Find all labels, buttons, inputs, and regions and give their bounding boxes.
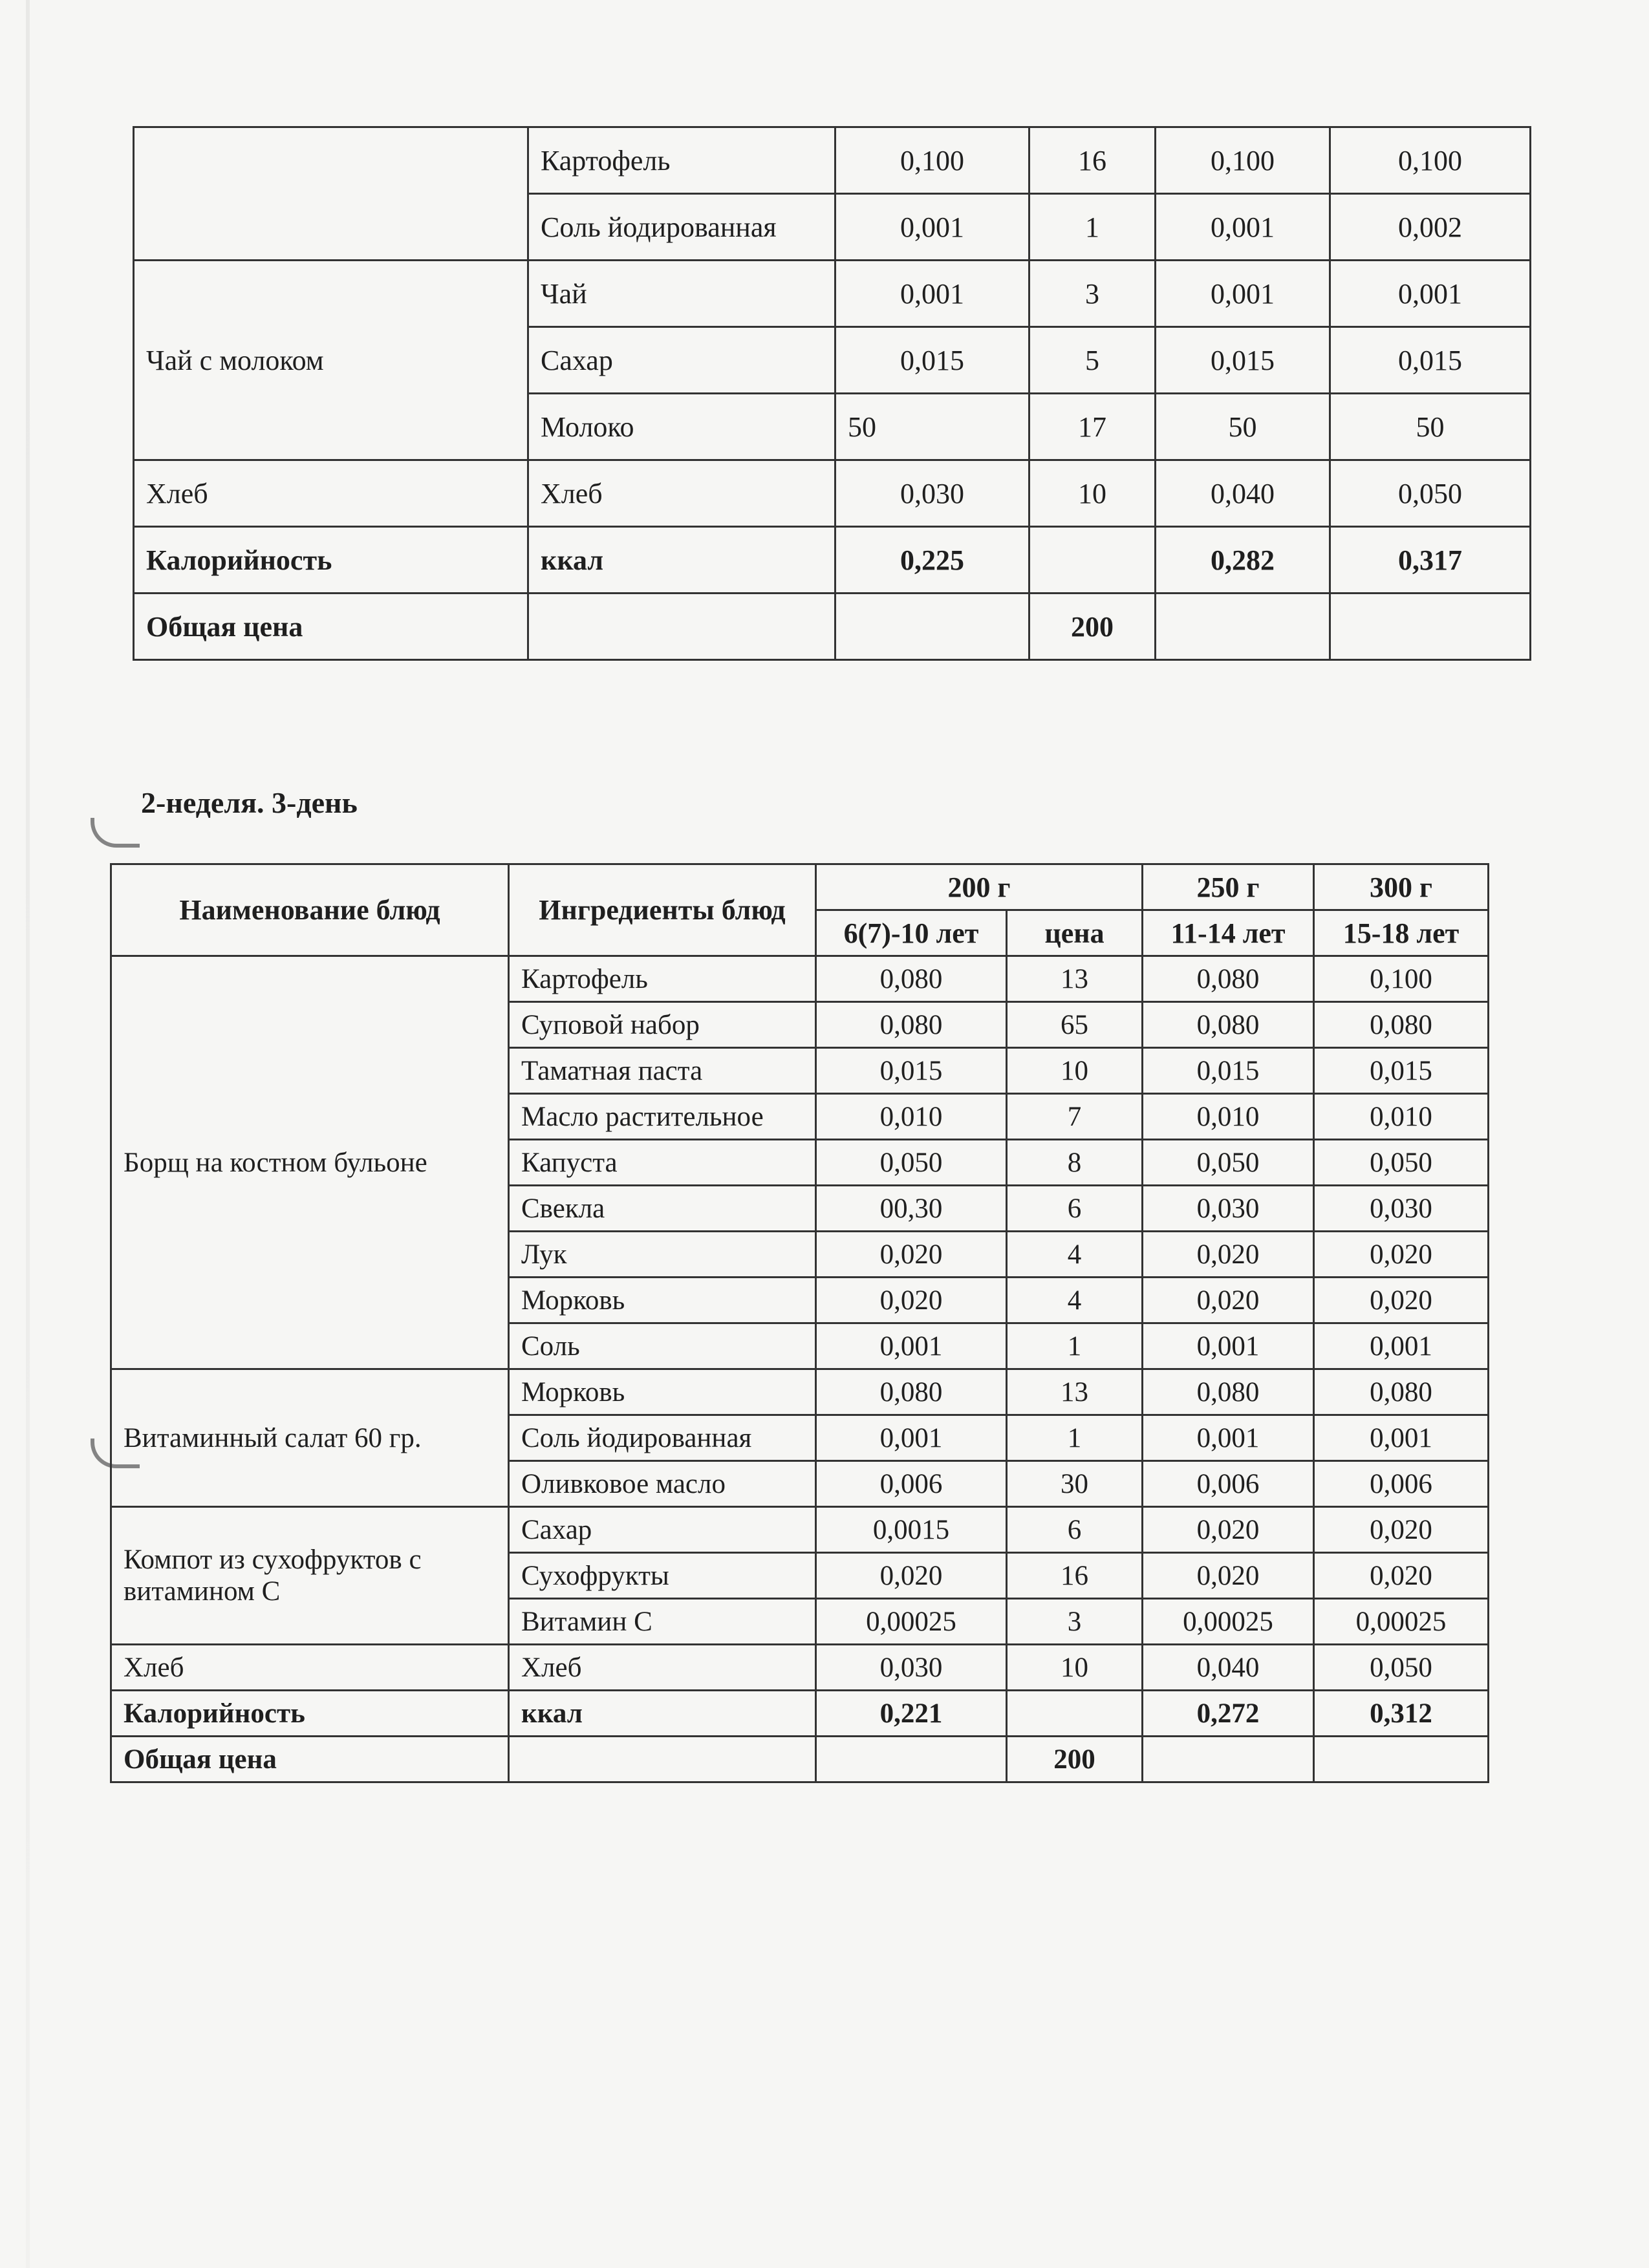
- price-cell: 17: [1029, 394, 1156, 460]
- calorie-value: 0,282: [1156, 527, 1330, 594]
- calorie-value: 0,225: [835, 527, 1029, 594]
- header-age-15-18: 15-18 лет: [1314, 910, 1489, 956]
- empty-cell: [835, 594, 1029, 660]
- weight-cell: 0,001: [835, 194, 1029, 261]
- header-row: [111, 864, 1489, 910]
- ingredient-cell: Таматная паста: [509, 1048, 816, 1094]
- dish-cell: Хлеб: [111, 1645, 509, 1691]
- weight-cell: 0,040: [1143, 1645, 1314, 1691]
- weight-cell: 0,020: [816, 1278, 1007, 1323]
- ingredient-cell: Морковь: [509, 1278, 816, 1323]
- ingredient-cell: Картофель: [509, 956, 816, 1002]
- menu-table-continued: [133, 126, 1531, 661]
- table-row: [134, 460, 1531, 527]
- weight-cell: 0,010: [1143, 1094, 1314, 1140]
- empty-cell: [1143, 1737, 1314, 1782]
- price-cell: 5: [1029, 327, 1156, 394]
- weight-cell: 50: [1156, 394, 1330, 460]
- weight-cell: 0,001: [816, 1323, 1007, 1369]
- price-cell: 13: [1007, 956, 1143, 1002]
- empty-cell: [1330, 594, 1531, 660]
- ingredient-cell: Сахар: [509, 1507, 816, 1553]
- price-cell: 6: [1007, 1186, 1143, 1232]
- calorie-row: [111, 1691, 1489, 1737]
- price-cell: 3: [1007, 1599, 1143, 1645]
- total-price: 200: [1007, 1737, 1143, 1782]
- weight-cell: 0,001: [1156, 194, 1330, 261]
- weight-cell: 0,015: [1143, 1048, 1314, 1094]
- weight-cell: 0,080: [1314, 1369, 1489, 1415]
- weight-cell: 50: [835, 394, 1029, 460]
- weight-cell: 0,030: [1314, 1186, 1489, 1232]
- price-cell: 16: [1029, 127, 1156, 194]
- weight-cell: 0,020: [1143, 1507, 1314, 1553]
- price-cell: 6: [1007, 1507, 1143, 1553]
- ingredient-cell: Соль йодированная: [509, 1415, 816, 1461]
- price-cell: 10: [1029, 460, 1156, 527]
- weight-cell: 0,080: [1143, 956, 1314, 1002]
- weight-cell: 0,006: [1143, 1461, 1314, 1507]
- weight-cell: 0,015: [835, 327, 1029, 394]
- price-cell: 3: [1029, 261, 1156, 327]
- weight-cell: 50: [1330, 394, 1531, 460]
- dish-cell: Компот из сухофруктов с витамином С: [111, 1507, 509, 1645]
- weight-cell: 0,015: [1156, 327, 1330, 394]
- total-row: [134, 594, 1531, 660]
- ingredient-cell: Молоко: [528, 394, 835, 460]
- ingredient-cell: Соль: [509, 1323, 816, 1369]
- empty-cell: [1314, 1737, 1489, 1782]
- ingredient-cell: Витамин С: [509, 1599, 816, 1645]
- ingredient-cell: Сухофрукты: [509, 1553, 816, 1599]
- ingredient-cell: Суповой набор: [509, 1002, 816, 1048]
- total-label: Общая цена: [111, 1737, 509, 1782]
- page-edge-shadow: [26, 0, 30, 2268]
- weight-cell: 0,080: [816, 956, 1007, 1002]
- weight-cell: 0,002: [1330, 194, 1531, 261]
- ingredient-cell: Оливковое масло: [509, 1461, 816, 1507]
- weight-cell: 0,020: [1314, 1507, 1489, 1553]
- weight-cell: 0,080: [1143, 1369, 1314, 1415]
- calorie-label: Калорийность: [111, 1691, 509, 1737]
- price-cell: 65: [1007, 1002, 1143, 1048]
- weight-cell: 0,050: [816, 1140, 1007, 1186]
- empty-cell: [1007, 1691, 1143, 1737]
- weight-cell: 0,020: [1314, 1278, 1489, 1323]
- weight-cell: 0,0015: [816, 1507, 1007, 1553]
- weight-cell: 0,020: [816, 1553, 1007, 1599]
- weight-cell: 0,00025: [1314, 1599, 1489, 1645]
- ingredient-cell: Соль йодированная: [528, 194, 835, 261]
- calorie-value: 0,317: [1330, 527, 1531, 594]
- ingredient-cell: Лук: [509, 1232, 816, 1278]
- calorie-value: 0,272: [1143, 1691, 1314, 1737]
- price-cell: 10: [1007, 1645, 1143, 1691]
- ingredient-cell: Масло растительное: [509, 1094, 816, 1140]
- weight-cell: 0,001: [1330, 261, 1531, 327]
- empty-cell: [1156, 594, 1330, 660]
- header-300g: 300 г: [1314, 864, 1489, 910]
- table-row: [134, 127, 1531, 194]
- table-row: [134, 261, 1531, 327]
- ingredient-cell: Хлеб: [528, 460, 835, 527]
- price-cell: 13: [1007, 1369, 1143, 1415]
- calorie-label: Калорийность: [134, 527, 528, 594]
- weight-cell: 0,006: [1314, 1461, 1489, 1507]
- dish-cell: Борщ на костном бульоне: [111, 956, 509, 1369]
- header-age-11-14: 11-14 лет: [1143, 910, 1314, 956]
- total-row: [111, 1737, 1489, 1782]
- calorie-value: 0,221: [816, 1691, 1007, 1737]
- empty-cell: [528, 594, 835, 660]
- weight-cell: 0,050: [1330, 460, 1531, 527]
- header-age-6-10: 6(7)-10 лет: [816, 910, 1007, 956]
- weight-cell: 0,080: [816, 1369, 1007, 1415]
- weight-cell: 0,001: [1143, 1323, 1314, 1369]
- weight-cell: 0,080: [816, 1002, 1007, 1048]
- ingredient-cell: Капуста: [509, 1140, 816, 1186]
- weight-cell: 0,020: [1314, 1553, 1489, 1599]
- price-cell: 1: [1007, 1323, 1143, 1369]
- ingredient-cell: Сахар: [528, 327, 835, 394]
- price-cell: 10: [1007, 1048, 1143, 1094]
- price-cell: 16: [1007, 1553, 1143, 1599]
- table-row: [111, 1645, 1489, 1691]
- weight-cell: 0,015: [1330, 327, 1531, 394]
- weight-cell: 0,010: [1314, 1094, 1489, 1140]
- weight-cell: 0,040: [1156, 460, 1330, 527]
- header-250g: 250 г: [1143, 864, 1314, 910]
- price-cell: 1: [1029, 194, 1156, 261]
- calorie-unit: ккал: [509, 1691, 816, 1737]
- staple-mark: [91, 818, 140, 848]
- weight-cell: 0,020: [816, 1232, 1007, 1278]
- dish-cell: Витаминный салат 60 гр.: [111, 1369, 509, 1507]
- header-200g: 200 г: [816, 864, 1143, 910]
- price-cell: 4: [1007, 1278, 1143, 1323]
- weight-cell: 0,050: [1143, 1140, 1314, 1186]
- weight-cell: 0,00025: [1143, 1599, 1314, 1645]
- header-ingredients: Ингредиенты блюд: [509, 864, 816, 956]
- empty-cell: [816, 1737, 1007, 1782]
- weight-cell: 0,006: [816, 1461, 1007, 1507]
- table-row: [111, 1369, 1489, 1415]
- ingredient-cell: Свекла: [509, 1186, 816, 1232]
- ingredient-cell: Хлеб: [509, 1645, 816, 1691]
- weight-cell: 0,020: [1143, 1278, 1314, 1323]
- weight-cell: 0,001: [1314, 1415, 1489, 1461]
- total-label: Общая цена: [134, 594, 528, 660]
- weight-cell: 0,030: [835, 460, 1029, 527]
- calorie-row: [134, 527, 1531, 594]
- weight-cell: 0,001: [816, 1415, 1007, 1461]
- weight-cell: 0,001: [1143, 1415, 1314, 1461]
- weight-cell: 0,050: [1314, 1645, 1489, 1691]
- dish-cell: Хлеб: [134, 460, 528, 527]
- weight-cell: 0,100: [1156, 127, 1330, 194]
- calorie-unit: ккал: [528, 527, 835, 594]
- calorie-value: 0,312: [1314, 1691, 1489, 1737]
- ingredient-cell: Чай: [528, 261, 835, 327]
- header-dish-name: Наименование блюд: [111, 864, 509, 956]
- weight-cell: 0,001: [1314, 1323, 1489, 1369]
- empty-cell: [1029, 527, 1156, 594]
- weight-cell: 0,00025: [816, 1599, 1007, 1645]
- section-heading: 2-неделя. 3-день: [141, 786, 358, 819]
- weight-cell: 0,020: [1314, 1232, 1489, 1278]
- weight-cell: 00,30: [816, 1186, 1007, 1232]
- price-cell: 4: [1007, 1232, 1143, 1278]
- weight-cell: 0,100: [1330, 127, 1531, 194]
- weight-cell: 0,100: [835, 127, 1029, 194]
- ingredient-cell: Картофель: [528, 127, 835, 194]
- weight-cell: 0,015: [816, 1048, 1007, 1094]
- header-price: цена: [1007, 910, 1143, 956]
- price-cell: 8: [1007, 1140, 1143, 1186]
- weight-cell: 0,080: [1314, 1002, 1489, 1048]
- weight-cell: 0,050: [1314, 1140, 1489, 1186]
- total-price: 200: [1029, 594, 1156, 660]
- price-cell: 1: [1007, 1415, 1143, 1461]
- dish-cell: Чай с молоком: [134, 261, 528, 460]
- weight-cell: 0,020: [1143, 1232, 1314, 1278]
- weight-cell: 0,020: [1143, 1553, 1314, 1599]
- weight-cell: 0,030: [816, 1645, 1007, 1691]
- price-cell: 7: [1007, 1094, 1143, 1140]
- weight-cell: 0,001: [1156, 261, 1330, 327]
- weight-cell: 0,001: [835, 261, 1029, 327]
- table-row: [111, 1507, 1489, 1553]
- weight-cell: 0,080: [1143, 1002, 1314, 1048]
- empty-cell: [509, 1737, 816, 1782]
- price-cell: 30: [1007, 1461, 1143, 1507]
- weight-cell: 0,010: [816, 1094, 1007, 1140]
- weight-cell: 0,030: [1143, 1186, 1314, 1232]
- dish-cell: [134, 127, 528, 261]
- weight-cell: 0,015: [1314, 1048, 1489, 1094]
- table-row: [111, 956, 1489, 1002]
- ingredient-cell: Морковь: [509, 1369, 816, 1415]
- weight-cell: 0,100: [1314, 956, 1489, 1002]
- menu-table-week2-day3: [110, 863, 1489, 1783]
